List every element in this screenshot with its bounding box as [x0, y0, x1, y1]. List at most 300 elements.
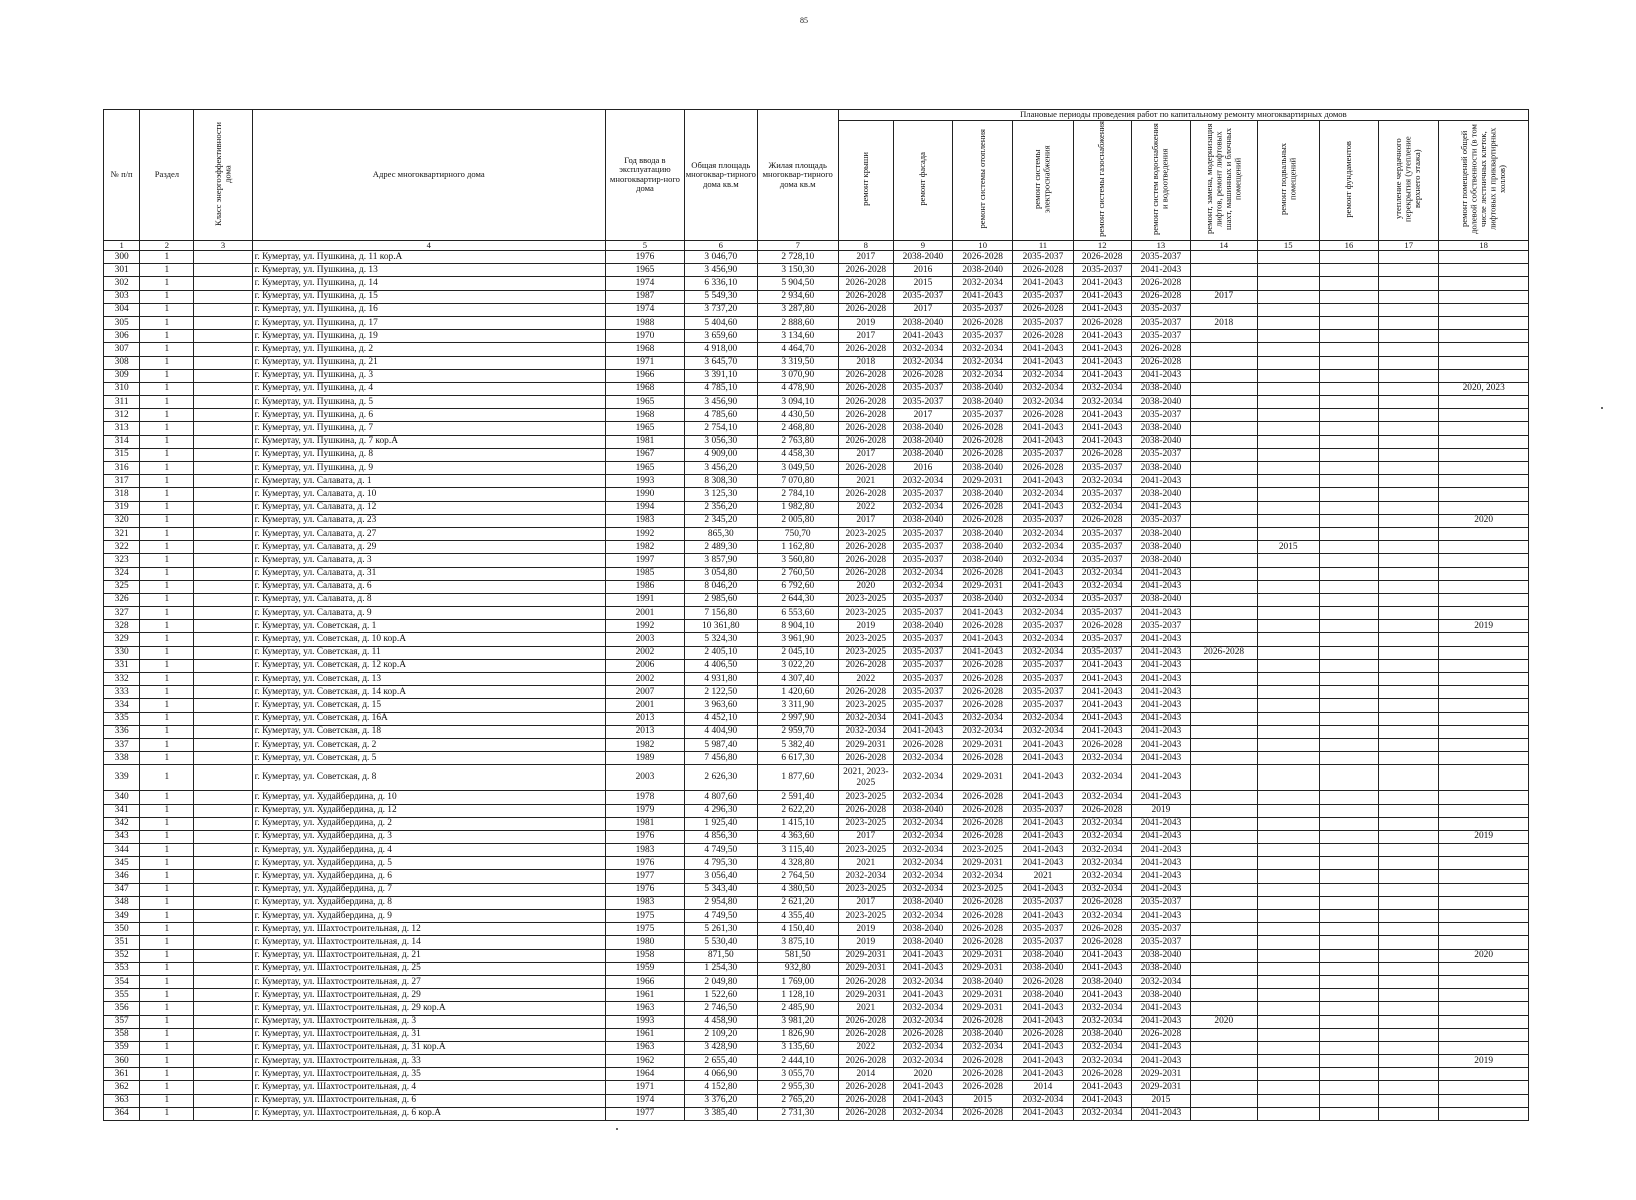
cell-living-area: 3 981,20 — [757, 1015, 838, 1028]
cell-water: 2035-2037 — [1131, 896, 1190, 909]
cell-water: 2041-2043 — [1131, 870, 1190, 883]
cell-water: 2026-2028 — [1131, 290, 1190, 303]
cell-gas: 2032-2034 — [1073, 791, 1131, 804]
cell-facade: 2035-2037 — [893, 607, 952, 620]
cell-section: 1 — [140, 409, 194, 422]
cell-living-area: 3 560,80 — [757, 554, 838, 567]
cell-lifts — [1191, 1094, 1258, 1107]
column-number: 16 — [1319, 240, 1378, 251]
cell-num: 348 — [104, 896, 140, 909]
cell-attic — [1379, 382, 1439, 395]
cell-total-area: 3 456,90 — [684, 396, 757, 409]
cell-total-area: 1 522,60 — [684, 989, 757, 1002]
cell-common — [1439, 501, 1529, 514]
cell-total-area: 2 754,10 — [684, 422, 757, 435]
cell-facade: 2035-2037 — [893, 593, 952, 606]
cell-roof: 2026-2028 — [838, 303, 893, 316]
cell-electricity: 2041-2043 — [1013, 422, 1073, 435]
cell-facade: 2035-2037 — [893, 633, 952, 646]
cell-energy-class — [194, 369, 252, 382]
cell-total-area: 4 152,80 — [684, 1081, 757, 1094]
cell-num: 318 — [104, 488, 140, 501]
cell-num: 338 — [104, 752, 140, 765]
cell-facade: 2035-2037 — [893, 382, 952, 395]
cell-gas: 2041-2043 — [1073, 290, 1131, 303]
cell-water: 2035-2037 — [1131, 514, 1190, 527]
cell-section: 1 — [140, 369, 194, 382]
table-row — [104, 1041, 1529, 1054]
cell-roof: 2026-2028 — [838, 686, 893, 699]
cell-lifts — [1191, 989, 1258, 1002]
cell-energy-class — [194, 923, 252, 936]
cell-common — [1439, 752, 1529, 765]
cell-attic — [1379, 870, 1439, 883]
cell-electricity: 2041-2043 — [1013, 1002, 1073, 1015]
cell-living-area: 3 070,90 — [757, 369, 838, 382]
cell-water: 2041-2043 — [1131, 725, 1190, 738]
cell-water: 2041-2043 — [1131, 1002, 1190, 1015]
cell-foundation — [1319, 989, 1378, 1002]
cell-total-area: 2 746,50 — [684, 1002, 757, 1015]
cell-section: 1 — [140, 1081, 194, 1094]
cell-address: г. Кумертау, ул. Худайбердина, д. 9 — [252, 910, 605, 923]
cell-energy-class — [194, 277, 252, 290]
cell-roof: 2023-2025 — [838, 883, 893, 896]
cell-lifts — [1191, 462, 1258, 475]
cell-foundation — [1319, 567, 1378, 580]
cell-energy-class — [194, 883, 252, 896]
cell-facade: 2041-2043 — [893, 725, 952, 738]
cell-facade: 2041-2043 — [893, 712, 952, 725]
cell-basement — [1257, 448, 1319, 461]
cell-facade: 2032-2034 — [893, 765, 952, 791]
cell-living-area: 1 826,90 — [757, 1028, 838, 1041]
cell-facade: 2032-2034 — [893, 1055, 952, 1068]
cell-facade: 2032-2034 — [893, 567, 952, 580]
cell-year: 1979 — [605, 804, 684, 817]
cell-heating: 2032-2034 — [953, 343, 1013, 356]
cell-basement — [1257, 501, 1319, 514]
cell-basement — [1257, 870, 1319, 883]
table-row — [104, 1107, 1529, 1120]
table-row — [104, 1055, 1529, 1068]
cell-energy-class — [194, 738, 252, 751]
table-row — [104, 699, 1529, 712]
cell-attic — [1379, 409, 1439, 422]
cell-basement — [1257, 896, 1319, 909]
cell-lifts — [1191, 251, 1258, 264]
cell-total-area: 2 626,30 — [684, 765, 757, 791]
table-row — [104, 607, 1529, 620]
cell-basement — [1257, 1055, 1319, 1068]
cell-address: г. Кумертау, ул. Шахтостроительная, д. 25 — [252, 962, 605, 975]
table-row — [104, 738, 1529, 751]
cell-common — [1439, 883, 1529, 896]
cell-year: 1971 — [605, 356, 684, 369]
cell-electricity: 2035-2037 — [1013, 316, 1073, 329]
cell-address: г. Кумертау, ул. Шахтостроительная, д. 4 — [252, 1081, 605, 1094]
cell-electricity: 2038-2040 — [1013, 962, 1073, 975]
cell-water: 2041-2043 — [1131, 659, 1190, 672]
cell-section: 1 — [140, 607, 194, 620]
cell-attic — [1379, 1055, 1439, 1068]
cell-year: 1965 — [605, 264, 684, 277]
cell-energy-class — [194, 330, 252, 343]
cell-basement — [1257, 316, 1319, 329]
cell-water: 2041-2043 — [1131, 673, 1190, 686]
cell-num: 358 — [104, 1028, 140, 1041]
cell-year: 1974 — [605, 1094, 684, 1107]
cell-basement — [1257, 435, 1319, 448]
cell-section: 1 — [140, 989, 194, 1002]
cell-energy-class — [194, 580, 252, 593]
cell-energy-class — [194, 567, 252, 580]
cell-gas: 2035-2037 — [1073, 541, 1131, 554]
cell-num: 355 — [104, 989, 140, 1002]
cell-section: 1 — [140, 1002, 194, 1015]
table-row — [104, 949, 1529, 962]
cell-living-area: 3 115,40 — [757, 844, 838, 857]
cell-electricity: 2014 — [1013, 1081, 1073, 1094]
cell-section: 1 — [140, 765, 194, 791]
cell-lifts — [1191, 303, 1258, 316]
cell-foundation — [1319, 514, 1378, 527]
cell-year: 1968 — [605, 343, 684, 356]
cell-common — [1439, 527, 1529, 540]
cell-heating: 2029-2031 — [953, 989, 1013, 1002]
cell-address: г. Кумертау, ул. Пушкина, д. 17 — [252, 316, 605, 329]
cell-water: 2035-2037 — [1131, 620, 1190, 633]
cell-foundation — [1319, 910, 1378, 923]
cell-energy-class — [194, 607, 252, 620]
cell-heating: 2029-2031 — [953, 1002, 1013, 1015]
header-work-attic: утепление чердачного перекрытия (утепление верхнего этажа) — [1379, 121, 1439, 241]
cell-address: г. Кумертау, ул. Пушкина, д. 14 — [252, 277, 605, 290]
cell-year: 1980 — [605, 936, 684, 949]
cell-num: 364 — [104, 1107, 140, 1120]
header-work-facade: ремонт фасада — [893, 121, 952, 241]
cell-roof: 2023-2025 — [838, 646, 893, 659]
cell-lifts — [1191, 527, 1258, 540]
table-row — [104, 462, 1529, 475]
cell-num: 343 — [104, 830, 140, 843]
cell-roof: 2026-2028 — [838, 541, 893, 554]
cell-num: 337 — [104, 738, 140, 751]
cell-living-area: 2 731,30 — [757, 1107, 838, 1120]
cell-basement — [1257, 567, 1319, 580]
cell-electricity: 2032-2034 — [1013, 527, 1073, 540]
cell-num: 303 — [104, 290, 140, 303]
header-work-water: ремонт систем водоснабжения и водоотведения — [1131, 121, 1190, 241]
table-row — [104, 409, 1529, 422]
cell-gas: 2032-2034 — [1073, 870, 1131, 883]
cell-energy-class — [194, 699, 252, 712]
cell-total-area: 4 909,00 — [684, 448, 757, 461]
cell-heating: 2038-2040 — [953, 1028, 1013, 1041]
table-row — [104, 857, 1529, 870]
table-row — [104, 264, 1529, 277]
cell-basement — [1257, 857, 1319, 870]
cell-basement — [1257, 422, 1319, 435]
cell-section: 1 — [140, 870, 194, 883]
cell-basement — [1257, 791, 1319, 804]
cell-energy-class — [194, 462, 252, 475]
table-row — [104, 830, 1529, 843]
cell-year: 1966 — [605, 369, 684, 382]
cell-foundation — [1319, 330, 1378, 343]
cell-common — [1439, 1028, 1529, 1041]
column-number: 5 — [605, 240, 684, 251]
cell-heating: 2026-2028 — [953, 673, 1013, 686]
cell-water: 2026-2028 — [1131, 343, 1190, 356]
cell-attic — [1379, 1107, 1439, 1120]
cell-living-area: 3 319,50 — [757, 356, 838, 369]
cell-address: г. Кумертау, ул. Худайбердина, д. 7 — [252, 883, 605, 896]
cell-electricity: 2041-2043 — [1013, 475, 1073, 488]
cell-gas: 2041-2043 — [1073, 1094, 1131, 1107]
cell-electricity: 2041-2043 — [1013, 435, 1073, 448]
cell-common — [1439, 409, 1529, 422]
cell-facade: 2032-2034 — [893, 857, 952, 870]
cell-common — [1439, 738, 1529, 751]
cell-water: 2035-2037 — [1131, 330, 1190, 343]
cell-lifts: 2017 — [1191, 290, 1258, 303]
cell-attic — [1379, 277, 1439, 290]
cell-energy-class — [194, 686, 252, 699]
cell-living-area: 2 760,50 — [757, 567, 838, 580]
cell-living-area: 6 792,60 — [757, 580, 838, 593]
cell-living-area: 2 959,70 — [757, 725, 838, 738]
cell-electricity: 2032-2034 — [1013, 593, 1073, 606]
cell-basement — [1257, 1002, 1319, 1015]
cell-year: 1963 — [605, 1002, 684, 1015]
cell-num: 316 — [104, 462, 140, 475]
cell-living-area: 4 430,50 — [757, 409, 838, 422]
cell-roof: 2014 — [838, 1068, 893, 1081]
cell-energy-class — [194, 422, 252, 435]
cell-year: 1991 — [605, 593, 684, 606]
cell-facade: 2035-2037 — [893, 673, 952, 686]
cell-electricity: 2035-2037 — [1013, 896, 1073, 909]
cell-energy-class — [194, 475, 252, 488]
cell-facade: 2038-2040 — [893, 251, 952, 264]
cell-roof: 2029-2031 — [838, 962, 893, 975]
cell-lifts — [1191, 1055, 1258, 1068]
cell-num: 323 — [104, 554, 140, 567]
cell-energy-class — [194, 791, 252, 804]
cell-heating: 2038-2040 — [953, 488, 1013, 501]
cell-roof: 2026-2028 — [838, 435, 893, 448]
cell-year: 1967 — [605, 448, 684, 461]
cell-heating: 2026-2028 — [953, 699, 1013, 712]
cell-gas: 2026-2028 — [1073, 896, 1131, 909]
cell-heating: 2032-2034 — [953, 712, 1013, 725]
cell-living-area: 2 045,10 — [757, 646, 838, 659]
cell-water: 2041-2043 — [1131, 264, 1190, 277]
cell-foundation — [1319, 448, 1378, 461]
cell-gas: 2035-2037 — [1073, 488, 1131, 501]
cell-address: г. Кумертау, ул. Худайбердина, д. 4 — [252, 844, 605, 857]
cell-attic — [1379, 699, 1439, 712]
cell-basement — [1257, 514, 1319, 527]
cell-electricity: 2035-2037 — [1013, 659, 1073, 672]
cell-water: 2041-2043 — [1131, 646, 1190, 659]
cell-year: 1966 — [605, 975, 684, 988]
cell-common: 2020, 2023 — [1439, 382, 1529, 395]
cell-roof: 2023-2025 — [838, 791, 893, 804]
cell-water: 2041-2043 — [1131, 844, 1190, 857]
cell-water: 2035-2037 — [1131, 316, 1190, 329]
cell-living-area: 2 764,50 — [757, 870, 838, 883]
cell-num: 345 — [104, 857, 140, 870]
cell-basement — [1257, 1068, 1319, 1081]
cell-basement — [1257, 1041, 1319, 1054]
cell-facade: 2032-2034 — [893, 343, 952, 356]
cell-foundation — [1319, 554, 1378, 567]
cell-foundation — [1319, 264, 1378, 277]
cell-heating: 2038-2040 — [953, 382, 1013, 395]
cell-address: г. Кумертау, ул. Советская, д. 1 — [252, 620, 605, 633]
cell-num: 360 — [104, 1055, 140, 1068]
cell-energy-class — [194, 1107, 252, 1120]
cell-address: г. Кумертау, ул. Худайбердина, д. 2 — [252, 817, 605, 830]
cell-foundation — [1319, 277, 1378, 290]
cell-energy-class — [194, 554, 252, 567]
cell-water: 2038-2040 — [1131, 422, 1190, 435]
cell-attic — [1379, 989, 1439, 1002]
cell-gas: 2032-2034 — [1073, 857, 1131, 870]
cell-basement — [1257, 303, 1319, 316]
cell-lifts — [1191, 343, 1258, 356]
cell-roof: 2026-2028 — [838, 975, 893, 988]
cell-foundation — [1319, 659, 1378, 672]
cell-heating: 2026-2028 — [953, 896, 1013, 909]
cell-lifts — [1191, 554, 1258, 567]
cell-electricity: 2041-2043 — [1013, 765, 1073, 791]
cell-section: 1 — [140, 659, 194, 672]
cell-heating: 2026-2028 — [953, 686, 1013, 699]
cell-address: г. Кумертау, ул. Худайбердина, д. 12 — [252, 804, 605, 817]
cell-year: 1987 — [605, 290, 684, 303]
cell-energy-class — [194, 765, 252, 791]
cell-living-area: 2 444,10 — [757, 1055, 838, 1068]
cell-roof: 2026-2028 — [838, 804, 893, 817]
cell-address: г. Кумертау, ул. Худайбердина, д. 6 — [252, 870, 605, 883]
cell-address: г. Кумертау, ул. Салавата, д. 23 — [252, 514, 605, 527]
cell-energy-class — [194, 356, 252, 369]
cell-basement — [1257, 646, 1319, 659]
cell-water: 2035-2037 — [1131, 936, 1190, 949]
cell-attic — [1379, 448, 1439, 461]
cell-num: 324 — [104, 567, 140, 580]
cell-attic — [1379, 1028, 1439, 1041]
cell-address: г. Кумертау, ул. Салавата, д. 31 — [252, 567, 605, 580]
header-section: Раздел — [140, 110, 194, 241]
cell-lifts: 2020 — [1191, 1015, 1258, 1028]
cell-heating: 2026-2028 — [953, 817, 1013, 830]
cell-address: г. Кумертау, ул. Шахтостроительная, д. 6 кор.А — [252, 1107, 605, 1120]
cell-electricity: 2032-2034 — [1013, 725, 1073, 738]
cell-electricity: 2035-2037 — [1013, 699, 1073, 712]
cell-foundation — [1319, 1068, 1378, 1081]
cell-address: г. Кумертау, ул. Шахтостроительная, д. 29 кор.А — [252, 1002, 605, 1015]
cell-num: 349 — [104, 910, 140, 923]
cell-roof: 2017 — [838, 830, 893, 843]
cell-roof: 2019 — [838, 620, 893, 633]
cell-address: г. Кумертау, ул. Пушкина, д. 9 — [252, 462, 605, 475]
cell-energy-class — [194, 620, 252, 633]
cell-total-area: 5 549,30 — [684, 290, 757, 303]
cell-living-area: 3 961,90 — [757, 633, 838, 646]
table-row — [104, 646, 1529, 659]
cell-num: 331 — [104, 659, 140, 672]
cell-gas: 2032-2034 — [1073, 765, 1131, 791]
cell-gas: 2032-2034 — [1073, 567, 1131, 580]
cell-roof: 2017 — [838, 514, 893, 527]
cell-gas: 2026-2028 — [1073, 316, 1131, 329]
cell-common: 2020 — [1439, 514, 1529, 527]
cell-electricity: 2041-2043 — [1013, 1055, 1073, 1068]
cell-facade: 2038-2040 — [893, 620, 952, 633]
cell-energy-class — [194, 593, 252, 606]
cell-total-area: 3 391,10 — [684, 369, 757, 382]
cell-heating: 2026-2028 — [953, 752, 1013, 765]
cell-roof: 2020 — [838, 580, 893, 593]
column-number: 14 — [1191, 240, 1258, 251]
cell-total-area: 2 109,20 — [684, 1028, 757, 1041]
cell-gas: 2041-2043 — [1073, 1081, 1131, 1094]
cell-water: 2015 — [1131, 1094, 1190, 1107]
cell-basement — [1257, 989, 1319, 1002]
cell-common — [1439, 369, 1529, 382]
cell-num: 313 — [104, 422, 140, 435]
cell-year: 1997 — [605, 554, 684, 567]
cell-energy-class — [194, 857, 252, 870]
cell-section: 1 — [140, 673, 194, 686]
cell-electricity: 2035-2037 — [1013, 923, 1073, 936]
cell-year: 1971 — [605, 1081, 684, 1094]
cell-num: 302 — [104, 277, 140, 290]
cell-section: 1 — [140, 514, 194, 527]
cell-basement — [1257, 330, 1319, 343]
table-row — [104, 962, 1529, 975]
cell-roof: 2023-2025 — [838, 817, 893, 830]
cell-electricity: 2041-2043 — [1013, 580, 1073, 593]
cell-basement — [1257, 290, 1319, 303]
cell-heating: 2029-2031 — [953, 738, 1013, 751]
cell-total-area: 865,30 — [684, 527, 757, 540]
cell-energy-class — [194, 409, 252, 422]
cell-foundation — [1319, 593, 1378, 606]
cell-gas: 2041-2043 — [1073, 686, 1131, 699]
cell-section: 1 — [140, 593, 194, 606]
cell-heating: 2026-2028 — [953, 830, 1013, 843]
header-total-area: Общая площадь многоквар-тирного дома кв.м — [684, 110, 757, 241]
cell-electricity: 2041-2043 — [1013, 791, 1073, 804]
cell-num: 300 — [104, 251, 140, 264]
cell-gas: 2032-2034 — [1073, 1107, 1131, 1120]
cell-lifts — [1191, 422, 1258, 435]
cell-basement — [1257, 382, 1319, 395]
cell-num: 335 — [104, 712, 140, 725]
cell-lifts — [1191, 752, 1258, 765]
cell-common — [1439, 975, 1529, 988]
cell-lifts — [1191, 659, 1258, 672]
table-row — [104, 989, 1529, 1002]
cell-num: 315 — [104, 448, 140, 461]
cell-address: г. Кумертау, ул. Советская, д. 16А — [252, 712, 605, 725]
cell-water: 2041-2043 — [1131, 817, 1190, 830]
